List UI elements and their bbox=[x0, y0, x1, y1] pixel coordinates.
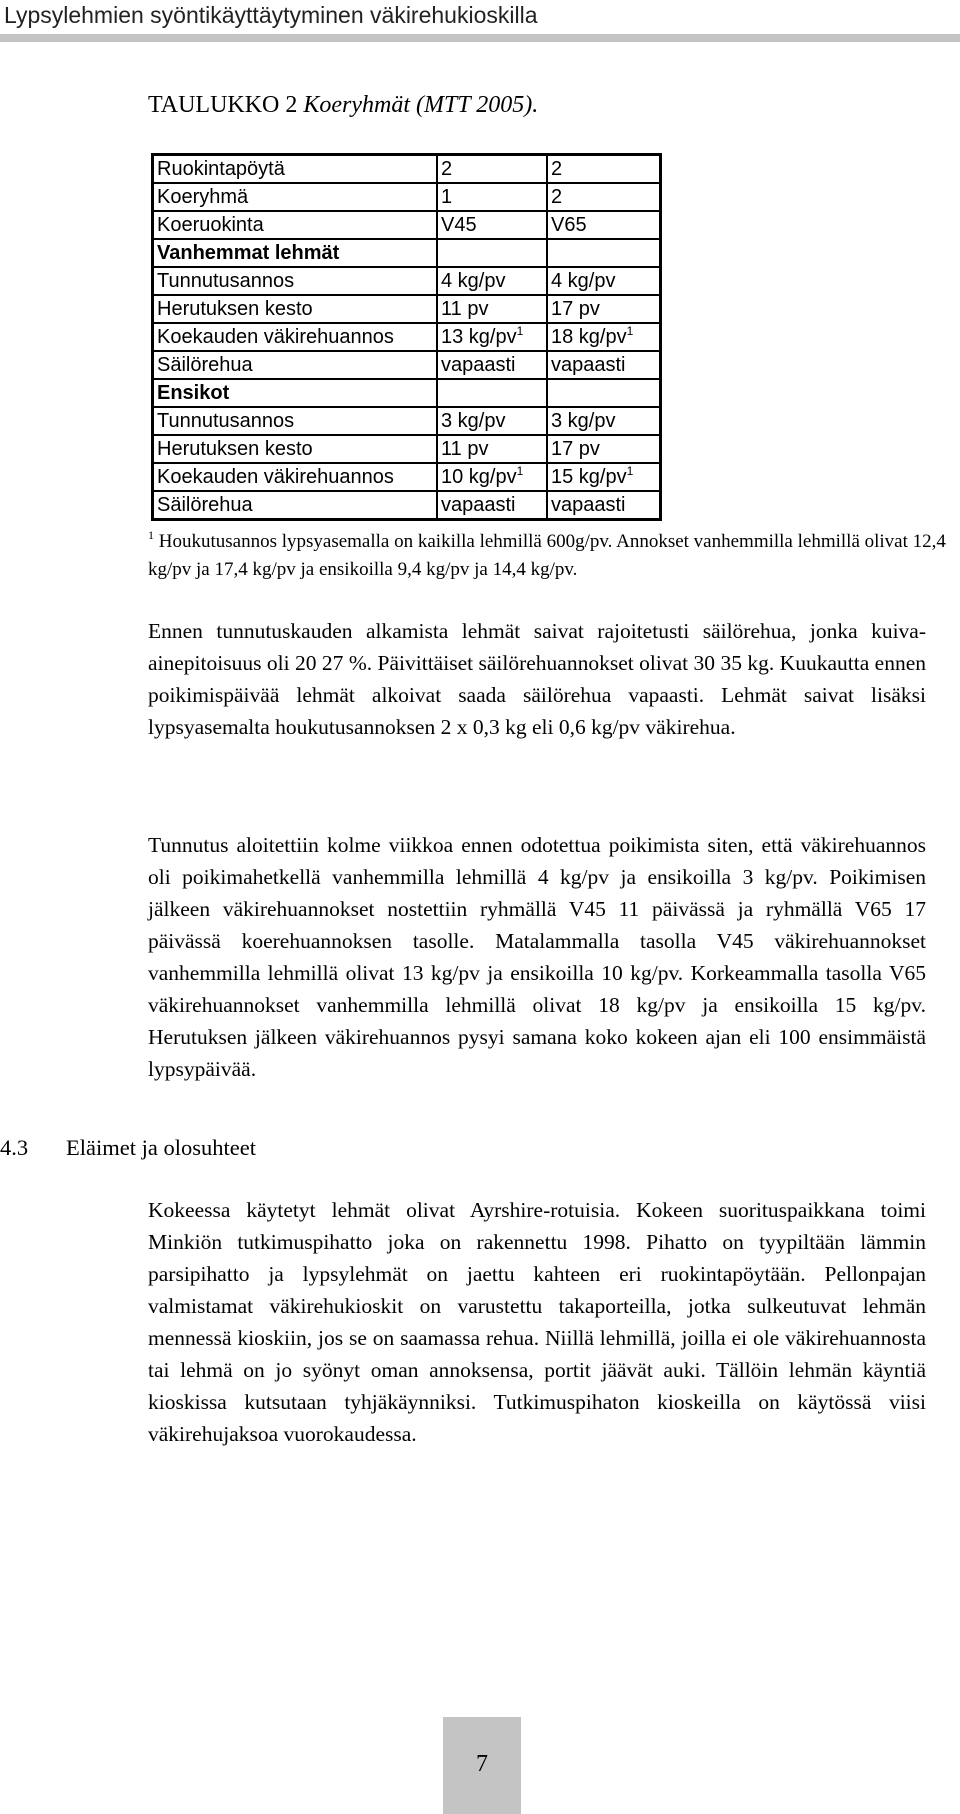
v45-cell bbox=[437, 323, 547, 351]
table-row bbox=[153, 183, 661, 211]
v65-cell bbox=[547, 435, 661, 463]
v45-cell bbox=[437, 407, 547, 435]
paragraph-2: Tunnutus aloitettiin kolme viikkoa ennen odotettua poikimista siten, että väkirehuannos oli poikimahetkellä vanhemmilla lehmillä 4 kg/pv ja ensikoilla 3 kg/pv. Poikimisen jälkeen väkirehuannokset nostettiin ryhmällä V45 11 päivässä ja ryhmällä V65 17 päivässä koerehuannoksen tasolle. Matalammalla tasolla V45 väkirehuannokset vanhemmilla lehmillä olivat 13 kg/pv ja ensikoilla 10 kg/pv. Korkeammalla tasolla V65 väkirehuannokset vanhemmilla lehmillä olivat 18 kg/pv ja ensikoilla 15 kg/pv. Herutuksen jälkeen väkirehuannos pysyi samana koko kokeen ajan eli 100 ensimmäistä lypsypäivää. bbox=[148, 833, 926, 1081]
row-label-cell bbox=[153, 323, 438, 351]
v45-cell bbox=[437, 155, 547, 184]
table-row bbox=[153, 155, 661, 184]
table-caption bbox=[148, 92, 538, 119]
cell-text: vapaasti bbox=[441, 494, 516, 516]
cell-text: 17 pv bbox=[551, 298, 600, 320]
cell-text: Ruokintapöytä bbox=[157, 158, 285, 180]
table-row bbox=[153, 211, 661, 239]
footnote-ref: 1 bbox=[516, 324, 524, 338]
cell-text: 3 kg/pv bbox=[441, 410, 506, 432]
v45-cell bbox=[437, 491, 547, 520]
v65-cell bbox=[547, 463, 661, 491]
running-header bbox=[0, 0, 960, 40]
table-caption-text: Koeryhmät (MTT 2005). bbox=[303, 92, 539, 118]
v45-cell bbox=[437, 239, 547, 267]
cell-text: Koekauden väkirehuannos bbox=[157, 326, 394, 348]
v65-cell bbox=[547, 239, 661, 267]
header-rule bbox=[0, 34, 960, 42]
v65-cell bbox=[547, 295, 661, 323]
v45-cell bbox=[437, 351, 547, 379]
table-row bbox=[153, 267, 661, 295]
cell-text: Säilörehua bbox=[157, 494, 253, 516]
v65-cell bbox=[547, 323, 661, 351]
table-row bbox=[153, 463, 661, 491]
cell-text: vapaasti bbox=[551, 354, 626, 376]
footnote-mark: 1 bbox=[148, 528, 154, 542]
cell-text: Säilörehua bbox=[157, 354, 253, 376]
row-label-cell bbox=[153, 295, 438, 323]
paragraph-1: Ennen tunnutuskauden alkamista lehmät saivat rajoitetusti säilörehua, jonka kuiva-ainepitoisuus oli 20 27 %. Päivittäiset säilörehuannokset olivat 30 35 kg. Kuukautta ennen poikimispäivää lehmät alkoivat saada säilörehua vapaasti. Lehmät saivat lisäksi lypsyasemalta houkutusannoksen 2 x 0,3 kg eli 0,6 kg/pv väkirehua. bbox=[148, 619, 926, 739]
cell-text: 11 pv bbox=[441, 298, 489, 320]
table-row bbox=[153, 491, 661, 520]
table-caption-label: TAULUKKO 2 bbox=[148, 92, 298, 118]
v45-cell bbox=[437, 435, 547, 463]
cell-text: Tunnutusannos bbox=[157, 270, 295, 292]
cell-text: Ensikot bbox=[157, 382, 230, 404]
cell-text: Vanhemmat lehmät bbox=[157, 242, 340, 264]
v45-cell bbox=[437, 295, 547, 323]
v65-cell bbox=[547, 407, 661, 435]
row-label-cell bbox=[153, 407, 438, 435]
table-row bbox=[153, 295, 661, 323]
footnote-ref: 1 bbox=[626, 324, 634, 338]
v45-cell bbox=[437, 379, 547, 407]
table-row bbox=[153, 239, 661, 267]
cell-text: 1 bbox=[441, 186, 453, 208]
row-label-cell bbox=[153, 211, 438, 239]
table-row bbox=[153, 435, 661, 463]
table-row bbox=[153, 351, 661, 379]
cell-text: vapaasti bbox=[551, 494, 626, 516]
cell-text: Tunnutusannos bbox=[157, 410, 295, 432]
footnote-ref: 1 bbox=[516, 464, 524, 478]
feeding-groups-table bbox=[151, 153, 662, 521]
row-label-cell bbox=[153, 379, 438, 407]
v65-cell bbox=[547, 491, 661, 520]
section-number: 4.3 bbox=[0, 1135, 29, 1160]
cell-text: 2 bbox=[551, 186, 563, 208]
v65-cell bbox=[547, 155, 661, 184]
section-title: Eläimet ja olosuhteet bbox=[66, 1135, 256, 1160]
row-label-cell bbox=[153, 351, 438, 379]
cell-text: V45 bbox=[441, 214, 477, 236]
cell-text: 15 kg/pv bbox=[551, 466, 627, 488]
v65-cell bbox=[547, 211, 661, 239]
cell-text: 17 pv bbox=[551, 438, 600, 460]
table-footnote bbox=[148, 528, 958, 584]
cell-text: Herutuksen kesto bbox=[157, 298, 313, 320]
cell-text: Herutuksen kesto bbox=[157, 438, 313, 460]
footnote-text: Houkutusannos lypsyasemalla on kaikilla lehmillä 600g/pv. Annokset vanhemmilla lehmillä olivat 12,4 kg/pv ja 17,4 kg/pv ja ensikoilla 9,4 kg/pv ja 14,4 kg/pv. bbox=[148, 531, 946, 580]
footnote-ref: 1 bbox=[626, 464, 634, 478]
section-heading bbox=[0, 1135, 256, 1161]
cell-text: Koeruokinta bbox=[157, 214, 264, 236]
row-label-cell bbox=[153, 435, 438, 463]
paragraph-3: Kokeessa käytetyt lehmät olivat Ayrshire-rotuisia. Kokeen suorituspaikkana toimi Minkiön tutkimuspihatto joka on rakennettu 1998. Pihatto on tyypiltään lämmin parsipihatto ja lypsylehmät on jaettu kahteen eri ruokintapöytään. Pellonpajan valmistamat väkirehukioskit on varustettu takaporteilla, jotka sulkeutuvat lehmän mennessä kioskiin, jos se on saamassa rehua. Niillä lehmillä, joilla ei ole väkirehuannosta tai lehmä on jo syönyt oman annoksensa, portit jäävät auki. Tällöin lehmän käyntiä kioskissa kutsutaan tyhjäkäynniksi. Tutkimuspihaton kioskeilla on käytössä viisi väkirehujaksoa vuorokaudessa. bbox=[148, 1198, 926, 1446]
cell-text: 4 kg/pv bbox=[441, 270, 506, 292]
v45-cell bbox=[437, 463, 547, 491]
page-number-box bbox=[443, 1717, 521, 1814]
v45-cell bbox=[437, 211, 547, 239]
cell-text: 4 kg/pv bbox=[551, 270, 616, 292]
cell-text: 2 bbox=[441, 158, 453, 180]
table-row bbox=[153, 407, 661, 435]
v65-cell bbox=[547, 267, 661, 295]
v45-cell bbox=[437, 183, 547, 211]
row-label-cell bbox=[153, 463, 438, 491]
cell-text: vapaasti bbox=[441, 354, 516, 376]
row-label-cell bbox=[153, 267, 438, 295]
v65-cell bbox=[547, 351, 661, 379]
cell-text: 18 kg/pv bbox=[551, 326, 627, 348]
cell-text: Koeryhmä bbox=[157, 186, 249, 208]
v65-cell bbox=[547, 183, 661, 211]
row-label-cell bbox=[153, 491, 438, 520]
table-row bbox=[153, 323, 661, 351]
v65-cell bbox=[547, 379, 661, 407]
cell-text: 2 bbox=[551, 158, 563, 180]
row-label-cell bbox=[153, 183, 438, 211]
row-label-cell bbox=[153, 239, 438, 267]
table-row bbox=[153, 379, 661, 407]
row-label-cell bbox=[153, 155, 438, 184]
cell-text: Koekauden väkirehuannos bbox=[157, 466, 394, 488]
cell-text: 11 pv bbox=[441, 438, 489, 460]
cell-text: 3 kg/pv bbox=[551, 410, 616, 432]
v45-cell bbox=[437, 267, 547, 295]
running-title: Lypsylehmien syöntikäyttäytyminen väkirehukioskilla bbox=[4, 2, 538, 28]
page-number: 7 bbox=[476, 1751, 488, 1777]
cell-text: V65 bbox=[551, 214, 587, 236]
cell-text: 13 kg/pv bbox=[441, 326, 517, 348]
cell-text: 10 kg/pv bbox=[441, 466, 517, 488]
